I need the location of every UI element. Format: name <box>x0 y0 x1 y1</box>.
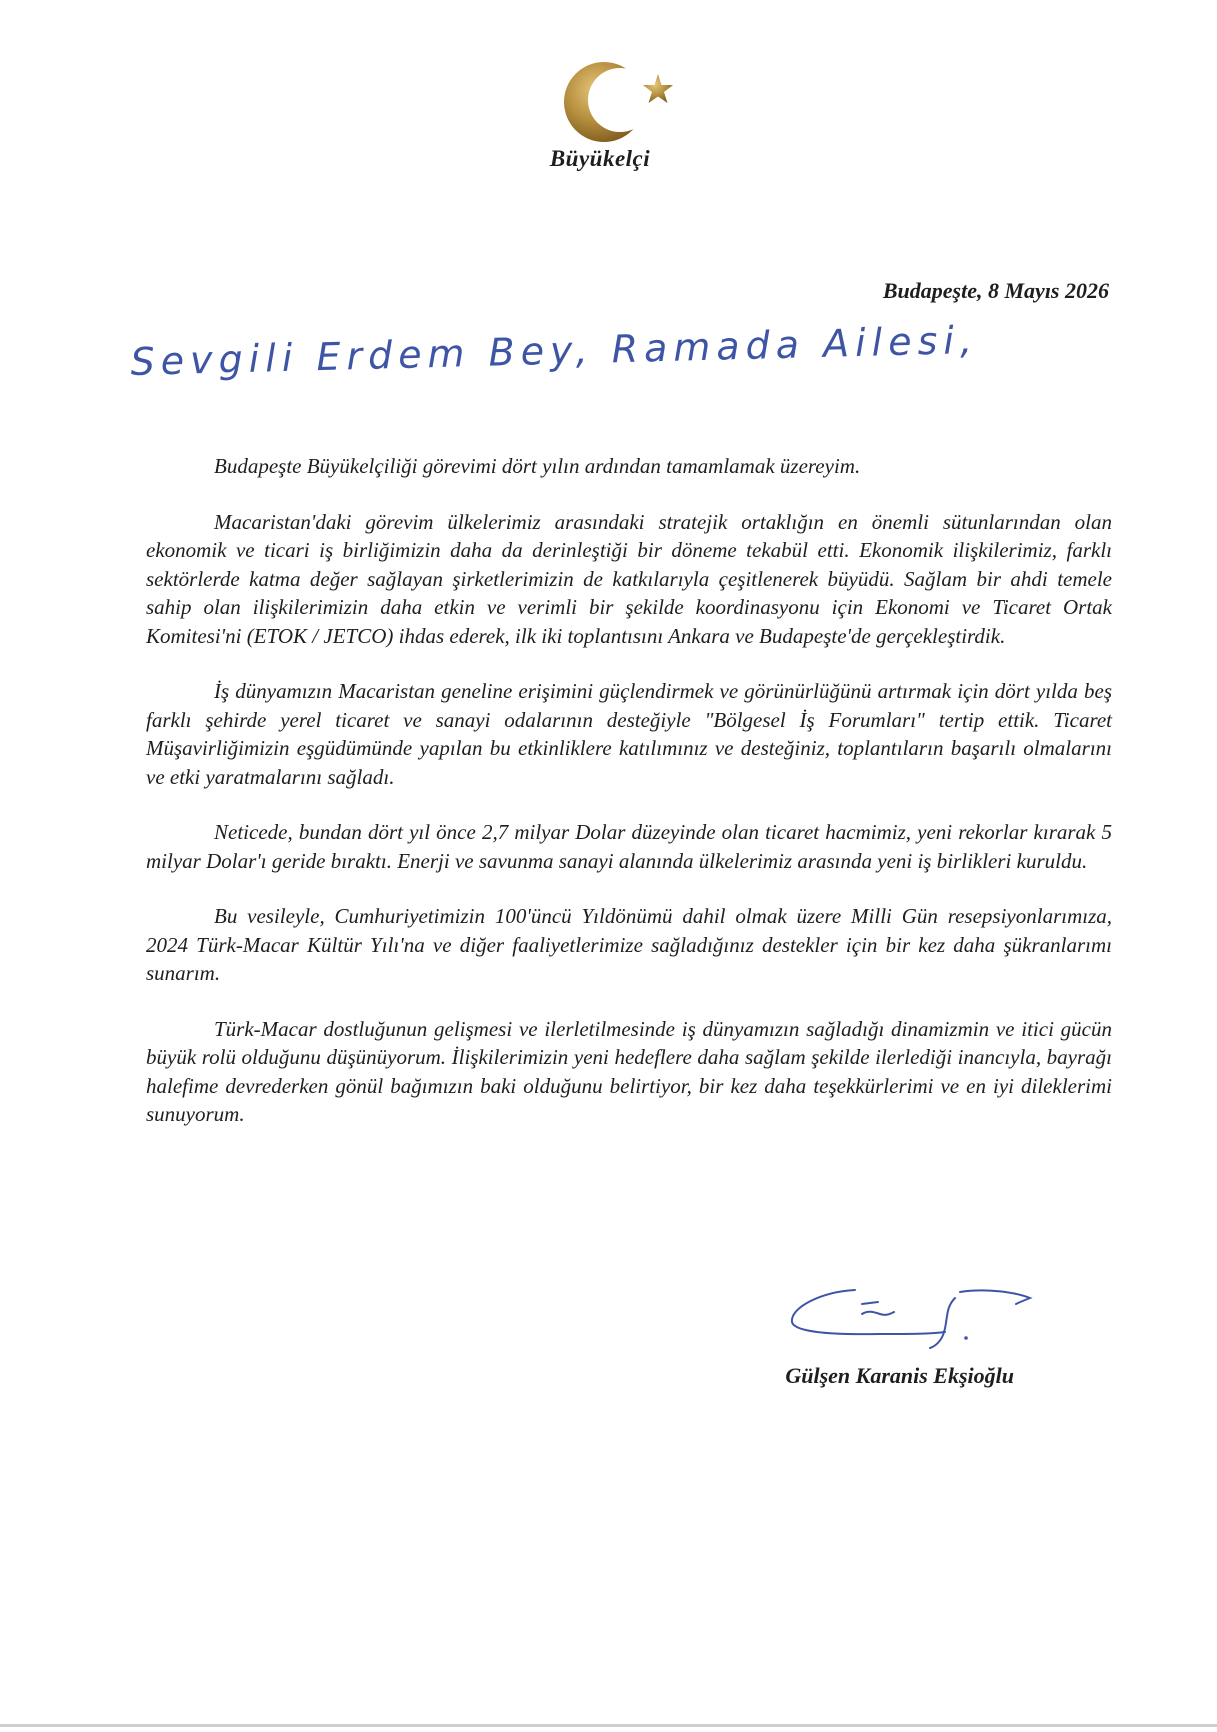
signer-name: Gülşen Karanis Ekşioğlu <box>785 1363 1014 1388</box>
paragraph: Budapeşte Büyükelçiliği görevimi dört yılın ardından tamamlamak üzereyim. <box>214 454 861 478</box>
paragraph: Neticede, bundan dört yıl önce 2,7 milyar Dolar düzeyinde olan ticaret hacmimiz, yeni rekorlar kırarak 5 milyar Dolar'ı geride bıraktı. Enerji ve savunma sanayi alanında ülkelerimiz arasında yeni iş birlikleri kuruldu. <box>146 820 1112 873</box>
header-title: Büyükelçi <box>549 146 651 171</box>
paragraph: İş dünyamızın Macaristan geneline erişimini güçlendirmek ve görünürlüğünü artırmak için dört yılda beş farklı şehirde yerel ticaret ve sanayi odalarının desteğiyle "Bölgesel İş Forumları" tertip ettik. Ticaret Müşavirliğimizin eşgüdümünde yapılan bu etkinliklere katılımınız ve desteğiniz, toplantıların başarılı olmalarını ve etki yaratmalarını sağladı. <box>146 679 1112 789</box>
paragraph: Türk-Macar dostluğunun gelişmesi ve ilerletilmesinde iş dünyamızın sağladığı dinamizmin ve itici gücün büyük rolü olduğunu düşünüyorum. İlişkilerimizin yeni hedeflere daha sağlam şekilde ilerlediği inancıyla, bayrağı halefime devrederken gönül bağımızın baki olduğunu belirtiyor, bir kez daha teşekkürlerimi ve en iyi dileklerimi sunuyorum. <box>146 1016 1112 1126</box>
handwritten-salutation: Sevgili Erdem Bey, Ramada Ailesi, <box>130 317 979 384</box>
paragraph: Macaristan'daki görevim ülkelerimiz arasındaki stratejik ortaklığın en önemli sütunlarından olan ekonomik ve ticari iş birliğimizin daha da derinleştiği bir döneme tekabül etti. Ekonomik ilişkilerimiz, farklı sektörlerde katma değer sağlayan şirketlerimizin de katkılarıyla çeşitlenerek büyüdü. Sağlam bir ahdi temele sahip olan ilişkilerimizin daha etkin ve verimli bir şekilde koordinasyonu için Ekonomi ve Ticaret Ortak Komitesi'ni (ETOK / JETCO) ihdas ederek, ilk iki toplantısını Ankara ve Budapeşte'de gerçekleştirdik. <box>146 509 1112 648</box>
signature-mark <box>780 1280 1040 1355</box>
place-date: Budapeşte, 8 Mayıs 2026 <box>882 278 1109 303</box>
letter-body <box>146 452 1112 1156</box>
page-edge-line <box>0 1724 1217 1727</box>
paragraph: Bu vesileyle, Cumhuriyetimizin 100'üncü Yıldönümü dahil olmak üzere Milli Gün resepsiyonlarımıza, 2024 Türk-Macar Kültür Yılı'na ve diğer faaliyetlerimize sağladığınız destekler için bir kez daha şükranlarımı sunarım. <box>146 904 1112 985</box>
